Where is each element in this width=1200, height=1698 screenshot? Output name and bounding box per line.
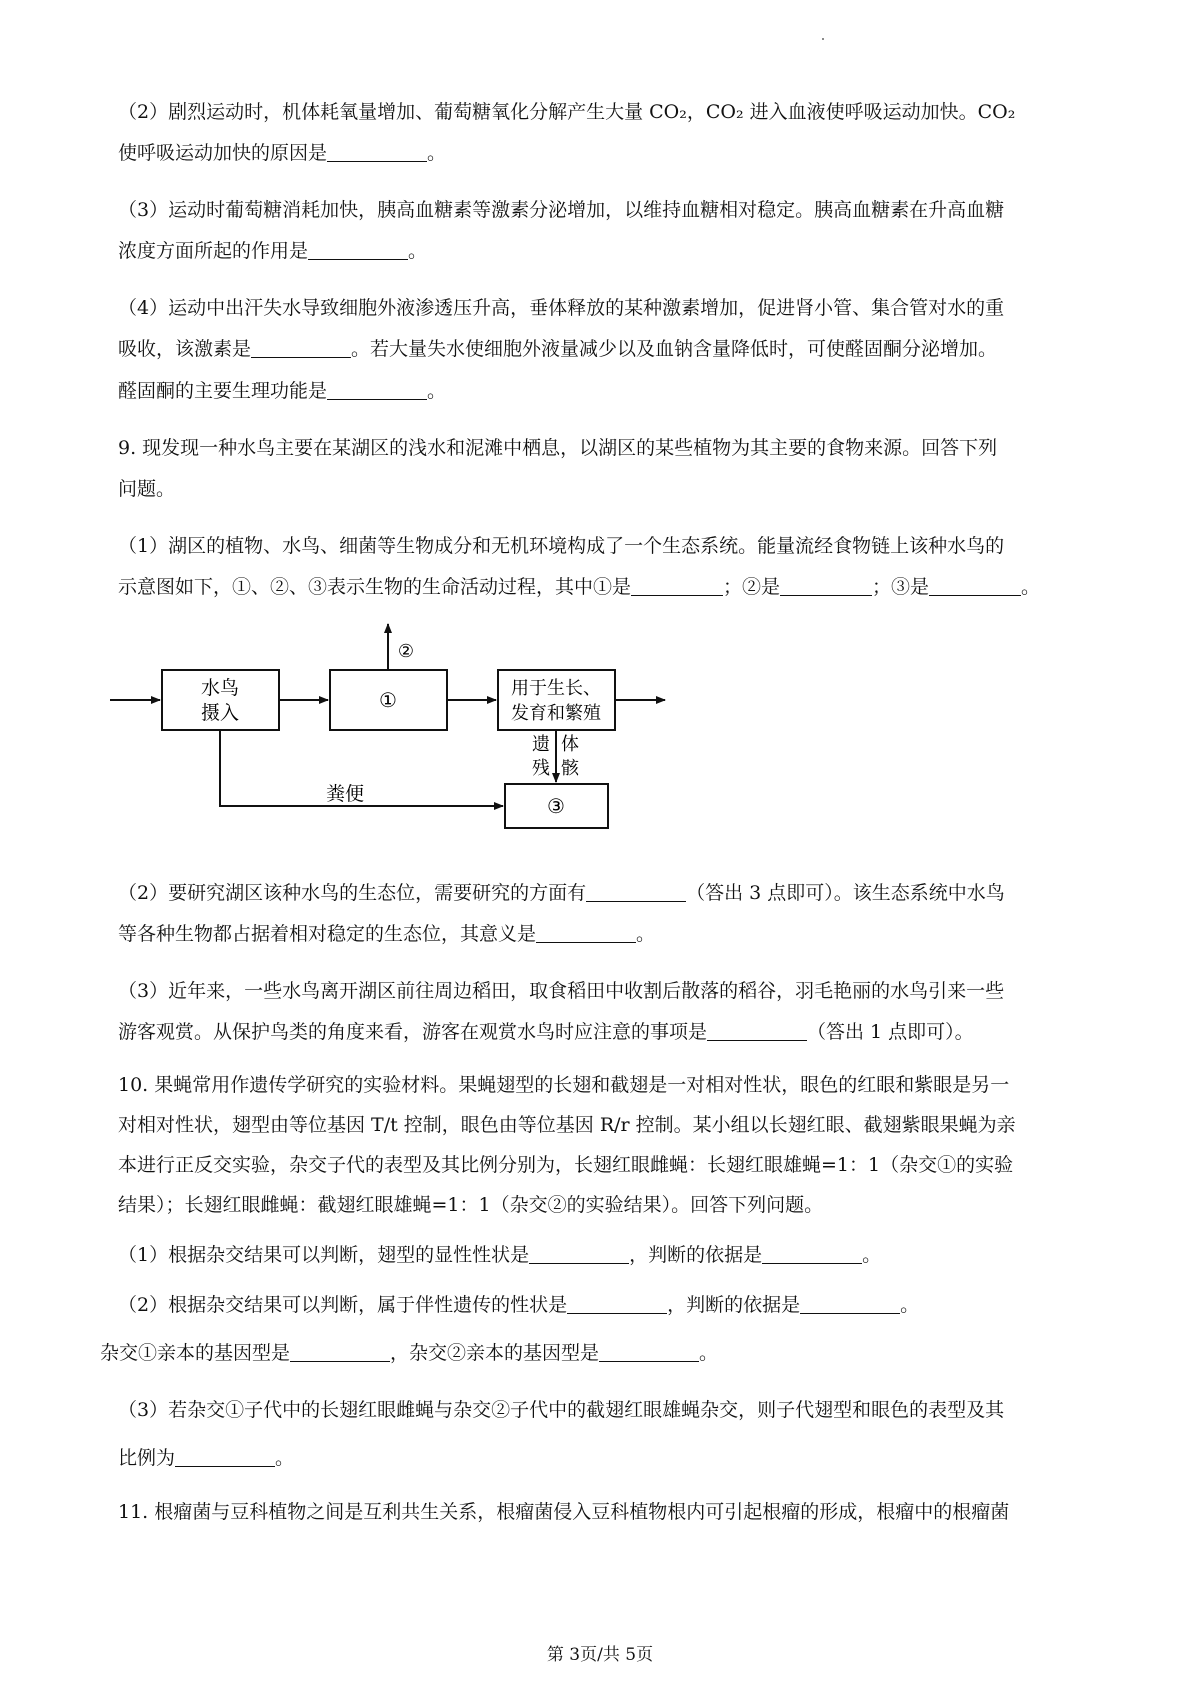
q10-stem-line3: 本进行正反交实验，杂交子代的表型及其比例分别为，长翅红眼雌蝇：长翅红眼雄蝇=1：1（杂交①的实验	[118, 1154, 1014, 1176]
text: 。	[699, 1342, 719, 1364]
text: 浓度方面所起的作用是	[118, 240, 309, 262]
text: 。	[427, 380, 447, 402]
q9-p2-line2	[118, 919, 1100, 949]
answer-blank[interactable]	[251, 339, 351, 358]
q10-stem-line2: 对相对性状，翅型由等位基因 T/t 控制，眼色由等位基因 R/r 控制。某小组以长翅红眼、截翅紫眼果蝇为亲	[118, 1114, 1016, 1136]
text: 使呼吸运动加快的原因是	[118, 142, 328, 164]
remains-label-1: 遗	[532, 734, 550, 755]
q10-p3-line2	[118, 1443, 1100, 1473]
q9-p3-line1: （3）近年来，一些水鸟离开湖区前往周边稻田，取食稻田中收割后散落的稻谷，羽毛艳丽的水鸟引来一些	[118, 980, 1005, 1002]
answer-blank[interactable]	[707, 1022, 807, 1041]
answer-blank[interactable]	[529, 1245, 629, 1264]
q9-p1-line2	[118, 572, 1100, 602]
remains-label-4: 骸	[561, 758, 579, 779]
text: 游客观赏。从保护鸟类的角度来看，游客在观赏水鸟时应注意的事项是	[118, 1021, 708, 1043]
text: 。	[427, 142, 447, 164]
text: ，判断的依据是	[667, 1294, 801, 1316]
q11-stem-line1: 11. 根瘤菌与豆科植物之间是互利共生关系，根瘤菌侵入豆科植物根内可引起根瘤的形成，根瘤中的根瘤菌	[118, 1501, 1010, 1523]
text: 杂交①亲本的基因型是	[100, 1342, 291, 1364]
energy-flow-svg	[100, 612, 700, 862]
answer-blank[interactable]	[327, 143, 427, 162]
intake-label-1: 水鸟	[200, 677, 240, 699]
process-2-label: ②	[397, 641, 415, 662]
growth-label-2: 发育和繁殖	[511, 703, 601, 724]
text: 。	[636, 923, 656, 945]
remains-label-2: 残	[532, 758, 550, 779]
text: 。	[862, 1244, 882, 1266]
page-footer: 第 3页/共 5页	[546, 1645, 654, 1665]
answer-blank[interactable]	[599, 1343, 699, 1362]
q10-p1-line	[118, 1240, 1100, 1270]
answer-blank[interactable]	[586, 883, 686, 902]
lost-label	[371, 612, 409, 613]
q10-p2-line1	[118, 1290, 1100, 1320]
text: （答出 1 点即可）。	[807, 1021, 974, 1043]
process-3-label: ③	[547, 794, 565, 818]
text: 醛固酮的主要生理功能是	[118, 380, 328, 402]
scan-dot	[822, 38, 824, 40]
intake-label-2: 摄入	[200, 702, 240, 724]
text: 。若大量失水使细胞外液量减少以及血钠含量降低时，可使醛固酮分泌增加。	[351, 338, 998, 360]
text: ；③是	[872, 576, 930, 598]
text: 。	[408, 240, 428, 262]
q8-p4-line2	[118, 334, 1100, 364]
text: 吸收，该激素是	[118, 338, 252, 360]
process-1-label: ①	[379, 688, 397, 712]
text: 比例为	[118, 1447, 176, 1469]
answer-blank[interactable]	[308, 241, 408, 260]
answer-blank[interactable]	[327, 381, 427, 400]
answer-blank[interactable]	[800, 1295, 900, 1314]
q10-p2-line2	[100, 1338, 1082, 1368]
text: ，杂交②亲本的基因型是	[390, 1342, 600, 1364]
text: 。	[275, 1447, 295, 1469]
text: 。	[900, 1294, 920, 1316]
answer-blank[interactable]	[780, 577, 872, 596]
text: （2）根据杂交结果可以判断，属于伴性遗传的性状是	[118, 1294, 568, 1316]
q8-p3-line2	[118, 236, 1100, 266]
q9-stem-line2: 问题。	[118, 478, 176, 500]
q8-p2-line2	[118, 138, 1100, 168]
answer-blank[interactable]	[536, 924, 636, 943]
text: （2）要研究湖区该种水鸟的生态位，需要研究的方面有	[118, 882, 587, 904]
q9-p3-line2	[118, 1017, 1100, 1047]
q10-stem-line4: 结果）；长翅红眼雌蝇：截翅红眼雄蝇=1：1（杂交②的实验结果）。回答下列问题。	[118, 1194, 824, 1216]
text: ，判断的依据是	[629, 1244, 763, 1266]
answer-blank[interactable]	[290, 1343, 390, 1362]
q8-p4-line3	[118, 376, 1100, 406]
answer-blank[interactable]	[929, 577, 1021, 596]
q9-stem-line1: 9. 现发现一种水鸟主要在某湖区的浅水和泥滩中栖息，以湖区的某些植物为其主要的食物来源。回答下列	[118, 437, 998, 459]
answer-blank[interactable]	[567, 1295, 667, 1314]
answer-blank[interactable]	[631, 577, 723, 596]
answer-blank[interactable]	[175, 1448, 275, 1467]
text: 。	[1021, 576, 1041, 598]
q8-p3-line1: （3）运动时葡萄糖消耗加快，胰高血糖素等激素分泌增加，以维持血糖相对稳定。胰高血糖素在升高血糖	[118, 199, 1005, 221]
text: ；②是	[723, 576, 781, 598]
q8-p4-line1: （4）运动中出汗失水导致细胞外液渗透压升高，垂体释放的某种激素增加，促进肾小管、集合管对水的重	[118, 297, 1005, 319]
q8-p2-line1: （2）剧烈运动时，机体耗氧量增加、葡萄糖氧化分解产生大量 CO₂，CO₂ 进入血液使呼吸运动加快。CO₂	[118, 101, 1016, 123]
text: （答出 3 点即可）。该生态系统中水鸟	[686, 882, 1005, 904]
q10-stem-line1: 10. 果蝇常用作遗传学研究的实验材料。果蝇翅型的长翅和截翅是一对相对性状，眼色的红眼和紫眼是另一	[118, 1074, 1010, 1096]
text: （1）根据杂交结果可以判断，翅型的显性性状是	[118, 1244, 530, 1266]
energy-flow-diagram	[100, 612, 700, 862]
q9-p1-line1: （1）湖区的植物、水鸟、细菌等生物成分和无机环境构成了一个生态系统。能量流经食物链上该种水鸟的	[118, 535, 1005, 557]
text: 等各种生物都占据着相对稳定的生态位，其意义是	[118, 923, 537, 945]
remains-label-3: 体	[561, 734, 579, 755]
feces-label: 粪便	[325, 783, 365, 805]
q10-p3-line1: （3）若杂交①子代中的长翅红眼雌蝇与杂交②子代中的截翅红眼雄蝇杂交，则子代翅型和眼色的表型及其	[118, 1399, 1005, 1421]
text: 示意图如下，①、②、③表示生物的生命活动过程，其中①是	[118, 576, 632, 598]
growth-label-1: 用于生长、	[511, 678, 601, 699]
answer-blank[interactable]	[762, 1245, 862, 1264]
q9-p2-line1	[118, 878, 1100, 908]
